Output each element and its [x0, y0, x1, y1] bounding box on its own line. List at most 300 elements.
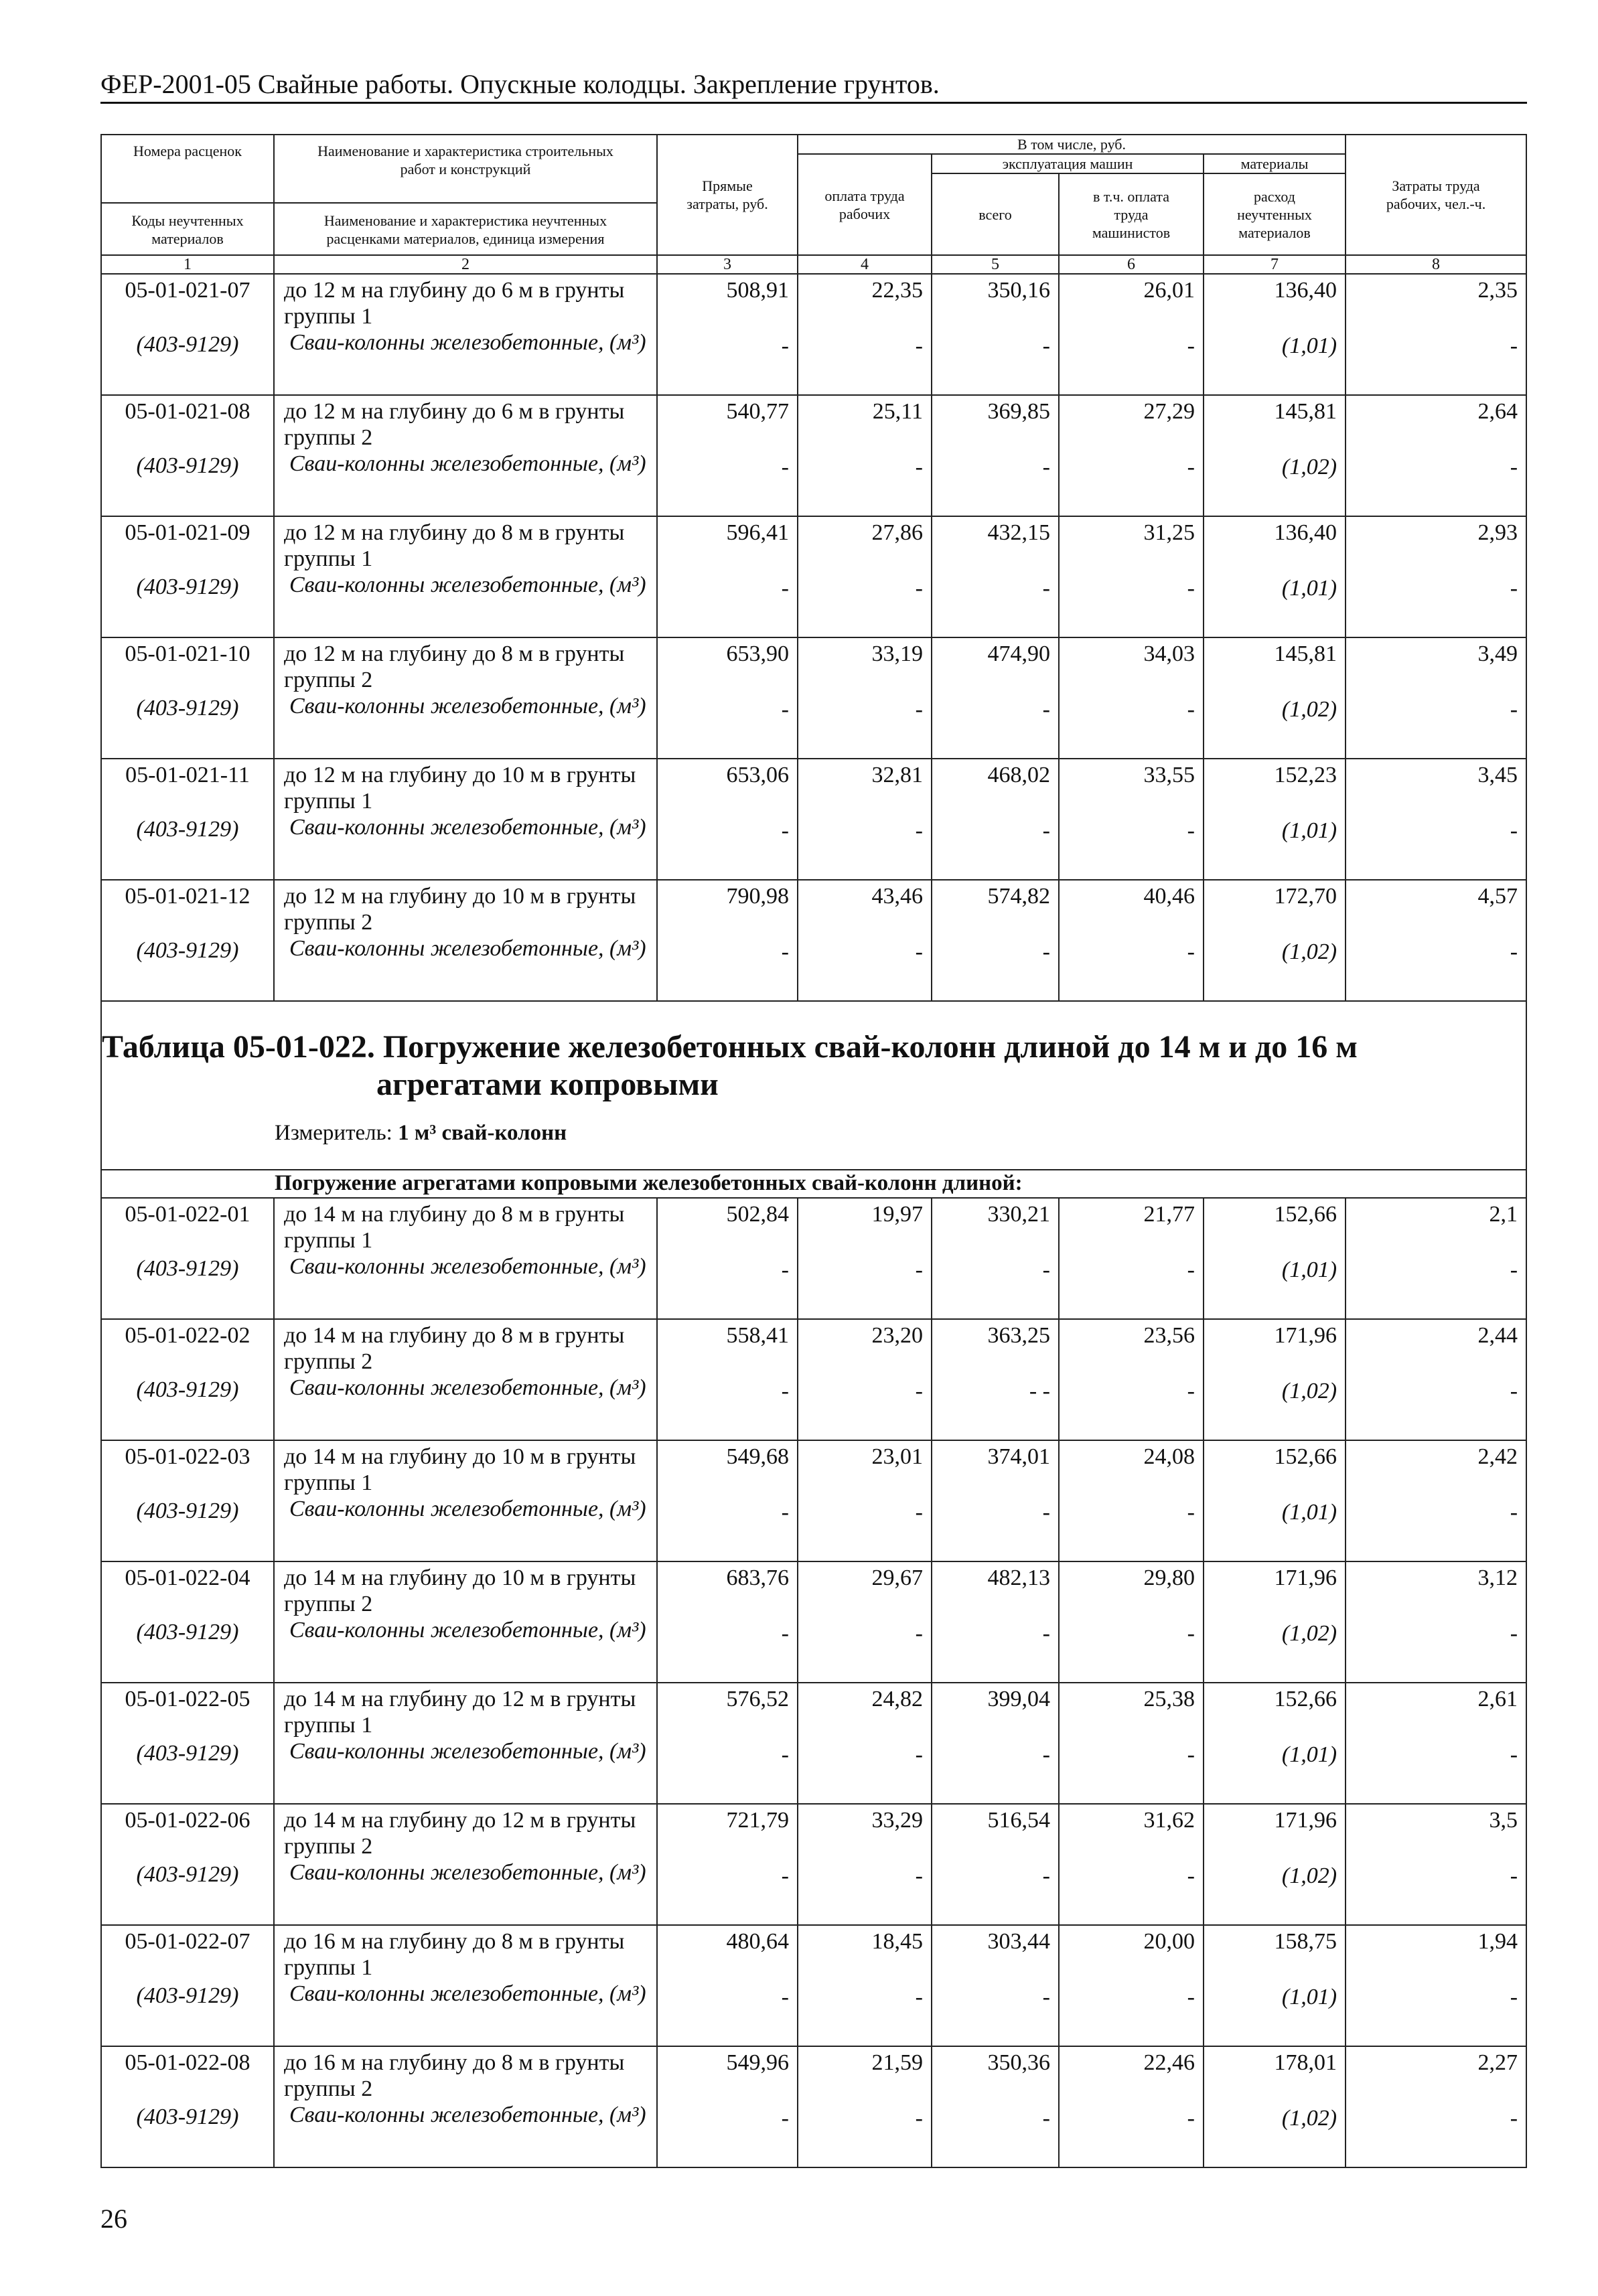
mach-wages-cell — [1059, 1683, 1204, 1804]
material-description: Сваи-колонны железобетонные, (м³) — [289, 815, 646, 840]
m-mach-value: - — [1187, 1257, 1195, 1282]
materials-cell — [1204, 1319, 1346, 1440]
materials-value: 152,66 — [1274, 1202, 1337, 1227]
rate-code: 05-01-022-05 — [125, 1687, 250, 1711]
m-total-value: - — [1042, 939, 1050, 964]
m-total-value: - — [1042, 1742, 1050, 1767]
m-mach-value: - — [1187, 939, 1195, 964]
labor-cell — [1346, 1804, 1526, 1925]
m-mat-value: (1,02) — [1281, 2106, 1337, 2131]
direct-cell — [657, 1440, 798, 1561]
table-row — [101, 274, 1526, 395]
col-header-machines: эксплуатация машин — [932, 154, 1204, 173]
mach-wages-value: 29,80 — [1143, 1565, 1195, 1590]
rate-code: 05-01-021-11 — [125, 763, 250, 787]
wages-cell — [798, 1198, 932, 1319]
m-wages-value: - — [915, 1863, 923, 1888]
mach-wages-value: 26,01 — [1143, 278, 1195, 303]
description-cell — [274, 1319, 657, 1440]
m-wages-value: - — [915, 1500, 923, 1525]
page-number: 26 — [100, 2204, 127, 2234]
materials-cell — [1204, 880, 1346, 1001]
mach-wages-cell — [1059, 516, 1204, 637]
m-total-value: - — [1042, 1863, 1050, 1888]
work-description: до 12 м на глубину до 8 м в грунты группы 2 — [284, 641, 625, 692]
table-row — [101, 516, 1526, 637]
wages-cell — [798, 1925, 932, 2046]
material-description: Сваи-колонны железобетонные, (м³) — [289, 1860, 646, 1885]
direct-value: 576,52 — [726, 1687, 789, 1711]
description-cell — [274, 2046, 657, 2167]
m-mat-value: (1,02) — [1281, 697, 1337, 722]
m-mat-value: (1,02) — [1281, 1863, 1337, 1888]
direct-value: 596,41 — [726, 520, 789, 545]
m-wages-value: - — [915, 1379, 923, 1403]
rate-code-cell — [101, 759, 274, 880]
labor-cell — [1346, 1440, 1526, 1561]
rate-code: 05-01-022-01 — [125, 1202, 250, 1227]
mach-wages-value: 24,08 — [1143, 1444, 1195, 1469]
work-description: до 12 м на глубину до 10 м в грунты группы 2 — [284, 884, 636, 935]
material-code: (403-9129) — [136, 1499, 239, 1523]
m-mach-value: - — [1187, 1742, 1195, 1767]
wages-cell — [798, 395, 932, 516]
m-total-value: - — [1042, 2106, 1050, 2131]
materials-value: 171,96 — [1274, 1808, 1337, 1833]
material-description: Сваи-колонны железобетонные, (м³) — [289, 1739, 646, 1764]
description-cell — [274, 1198, 657, 1319]
column-number: 8 — [1346, 255, 1526, 274]
wages-value: 32,81 — [871, 763, 923, 787]
total-cell — [932, 759, 1059, 880]
material-description: Сваи-колонны железобетонные, (м³) — [289, 572, 646, 597]
total-cell — [932, 1561, 1059, 1683]
total-value: 369,85 — [987, 399, 1050, 424]
column-number: 1 — [101, 255, 274, 274]
materials-cell — [1204, 516, 1346, 637]
material-code: (403-9129) — [136, 1983, 239, 2008]
mach-wages-value: 33,55 — [1143, 763, 1195, 787]
m-direct-value: - — [781, 1621, 789, 1646]
col-header-materials: материалы — [1204, 154, 1346, 173]
labor-cell — [1346, 516, 1526, 637]
material-code: (403-9129) — [136, 938, 239, 963]
rate-code-cell — [101, 1925, 274, 2046]
m-mat-value: (1,02) — [1281, 939, 1337, 964]
col-header-total: всего — [932, 173, 1059, 255]
mach-wages-value: 25,38 — [1143, 1687, 1195, 1711]
material-code: (403-9129) — [136, 1862, 239, 1887]
total-cell — [932, 516, 1059, 637]
m-direct-value: - — [781, 939, 789, 964]
labor-value: 2,61 — [1477, 1687, 1518, 1711]
col-header-codes: Номера расценок Коды неучтенных материалов — [101, 135, 274, 255]
total-value: 363,25 — [987, 1323, 1050, 1348]
materials-cell — [1204, 1683, 1346, 1804]
table-body-021 — [101, 274, 1526, 1001]
materials-cell — [1204, 274, 1346, 395]
m-mach-value: - — [1187, 697, 1195, 722]
m-labor-value: - — [1510, 1985, 1518, 2009]
wages-cell — [798, 2046, 932, 2167]
labor-cell — [1346, 395, 1526, 516]
labor-value: 2,64 — [1477, 399, 1518, 424]
materials-cell — [1204, 759, 1346, 880]
labor-cell — [1346, 1198, 1526, 1319]
description-cell — [274, 1440, 657, 1561]
rate-code-cell — [101, 880, 274, 1001]
m-wages-value: - — [915, 1257, 923, 1282]
labor-cell — [1346, 2046, 1526, 2167]
wages-cell — [798, 637, 932, 759]
labor-value: 2,93 — [1477, 520, 1518, 545]
material-code: (403-9129) — [136, 817, 239, 842]
m-direct-value: - — [781, 333, 789, 358]
m-total-value: - — [1042, 818, 1050, 843]
material-code: (403-9129) — [136, 1377, 239, 1402]
material-description: Сваи-колонны железобетонные, (м³) — [289, 451, 646, 476]
wages-cell — [798, 274, 932, 395]
m-mach-value: - — [1187, 1621, 1195, 1646]
mach-wages-cell — [1059, 1561, 1204, 1683]
rate-code-cell — [101, 1440, 274, 1561]
direct-cell — [657, 516, 798, 637]
work-description: до 14 м на глубину до 12 м в грунты группы 1 — [284, 1687, 636, 1738]
materials-value: 171,96 — [1274, 1323, 1337, 1348]
total-cell — [932, 1804, 1059, 1925]
m-mach-value: - — [1187, 818, 1195, 843]
table-title-line2: агрегатами копровыми — [376, 1067, 719, 1102]
m-mach-value: - — [1187, 333, 1195, 358]
wages-value: 33,19 — [871, 641, 923, 666]
labor-value: 2,42 — [1477, 1444, 1518, 1469]
m-mat-value: (1,01) — [1281, 1500, 1337, 1525]
m-mach-value: - — [1187, 1500, 1195, 1525]
labor-value: 3,49 — [1477, 641, 1518, 666]
wages-cell — [798, 1804, 932, 1925]
m-labor-value: - — [1510, 576, 1518, 601]
page-header: ФЕР-2001-05 Свайные работы. Опускные колодцы. Закрепление грунтов. — [100, 68, 1527, 104]
materials-cell — [1204, 1925, 1346, 2046]
m-wages-value: - — [915, 576, 923, 601]
materials-value: 145,81 — [1274, 399, 1337, 424]
m-labor-value: - — [1510, 1379, 1518, 1403]
m-direct-value: - — [781, 1257, 789, 1282]
material-description: Сваи-колонны железобетонные, (м³) — [289, 1254, 646, 1279]
table-row — [101, 1561, 1526, 1683]
rate-code: 05-01-022-03 — [125, 1444, 250, 1469]
mach-wages-cell — [1059, 1925, 1204, 2046]
mach-wages-cell — [1059, 759, 1204, 880]
table-row — [101, 637, 1526, 759]
mach-wages-cell — [1059, 1198, 1204, 1319]
materials-value: 145,81 — [1274, 641, 1337, 666]
wages-cell — [798, 880, 932, 1001]
m-mat-value: (1,02) — [1281, 455, 1337, 479]
m-mat-value: (1,01) — [1281, 818, 1337, 843]
col-header-incl: В том числе, руб. — [798, 135, 1346, 154]
mach-wages-cell — [1059, 1319, 1204, 1440]
table-row — [101, 1683, 1526, 1804]
work-description: до 16 м на глубину до 8 м в грунты группы 1 — [284, 1929, 625, 1980]
material-code: (403-9129) — [136, 696, 239, 720]
materials-value: 136,40 — [1274, 278, 1337, 303]
m-labor-value: - — [1510, 1500, 1518, 1525]
labor-value: 3,12 — [1477, 1565, 1518, 1590]
materials-cell — [1204, 395, 1346, 516]
direct-value: 653,06 — [726, 763, 789, 787]
material-code: (403-9129) — [136, 453, 239, 478]
m-labor-value: - — [1510, 697, 1518, 722]
m-total-value: - — [1042, 1621, 1050, 1646]
mach-wages-value: 34,03 — [1143, 641, 1195, 666]
col-header-direct: Прямые затраты, руб. — [657, 135, 798, 255]
col-header-names: Наименование и характеристика строительных работ и конструкций Наименование и характеристика неучтенных расценками материалов, единица измерения — [274, 135, 657, 255]
mach-wages-value: 22,46 — [1143, 2050, 1195, 2075]
rate-code: 05-01-021-10 — [125, 641, 250, 666]
m-mat-value: (1,01) — [1281, 576, 1337, 601]
wages-value: 23,01 — [871, 1444, 923, 1469]
work-description: до 14 м на глубину до 8 м в грунты группы 1 — [284, 1202, 625, 1253]
m-mach-value: - — [1187, 1379, 1195, 1403]
labor-cell — [1346, 1683, 1526, 1804]
table-row — [101, 759, 1526, 880]
m-total-value: - — [1042, 1500, 1050, 1525]
rate-code: 05-01-022-04 — [125, 1565, 250, 1590]
materials-value: 158,75 — [1274, 1929, 1337, 1954]
rate-code: 05-01-021-09 — [125, 520, 250, 545]
table-title — [102, 1028, 1526, 1103]
wages-cell — [798, 516, 932, 637]
m-labor-value: - — [1510, 939, 1518, 964]
description-cell — [274, 1561, 657, 1683]
m-mat-value: (1,01) — [1281, 1742, 1337, 1767]
meter-line — [275, 1120, 1526, 1146]
direct-cell — [657, 395, 798, 516]
table-row — [101, 1804, 1526, 1925]
m-total-value: - — [1042, 333, 1050, 358]
work-description: до 12 м на глубину до 8 м в грунты группы 1 — [284, 520, 625, 571]
direct-cell — [657, 1319, 798, 1440]
m-total-value: - — [1042, 576, 1050, 601]
labor-value: 2,27 — [1477, 2050, 1518, 2075]
rate-code-cell — [101, 1683, 274, 1804]
material-code: (403-9129) — [136, 575, 239, 599]
wages-value: 24,82 — [871, 1687, 923, 1711]
m-direct-value: - — [781, 818, 789, 843]
labor-cell — [1346, 880, 1526, 1001]
work-description: до 14 м на глубину до 8 м в грунты группы 2 — [284, 1323, 625, 1374]
rate-code: 05-01-022-08 — [125, 2050, 250, 2075]
rate-code: 05-01-022-07 — [125, 1929, 250, 1954]
direct-cell — [657, 759, 798, 880]
m-wages-value: - — [915, 697, 923, 722]
material-code: (403-9129) — [136, 1741, 239, 1766]
total-cell — [932, 880, 1059, 1001]
work-description: до 12 м на глубину до 6 м в грунты группы 1 — [284, 278, 625, 329]
m-labor-value: - — [1510, 1742, 1518, 1767]
meter-value: 1 м³ свай-колонн — [398, 1121, 567, 1145]
mach-wages-cell — [1059, 1440, 1204, 1561]
rate-code-cell — [101, 1319, 274, 1440]
column-number: 3 — [657, 255, 798, 274]
mach-wages-cell — [1059, 274, 1204, 395]
labor-cell — [1346, 759, 1526, 880]
direct-cell — [657, 274, 798, 395]
wages-cell — [798, 1319, 932, 1440]
table-row — [101, 2046, 1526, 2167]
m-labor-value: - — [1510, 1863, 1518, 1888]
labor-cell — [1346, 274, 1526, 395]
table-row — [101, 1198, 1526, 1319]
rate-code: 05-01-022-02 — [125, 1323, 250, 1348]
m-mat-value: (1,02) — [1281, 1621, 1337, 1646]
description-cell — [274, 1683, 657, 1804]
work-description: до 14 м на глубину до 10 м в грунты группы 1 — [284, 1444, 636, 1495]
rate-code-cell — [101, 1198, 274, 1319]
section-subheader: Погружение агрегатами копровыми железобетонных свай-колонн длиной: — [101, 1170, 1526, 1198]
labor-value: 3,45 — [1477, 763, 1518, 787]
wages-cell — [798, 759, 932, 880]
table-row — [101, 1319, 1526, 1440]
m-total-value: - — [1042, 697, 1050, 722]
description-cell — [274, 1804, 657, 1925]
description-cell — [274, 759, 657, 880]
total-cell — [932, 395, 1059, 516]
m-labor-value: - — [1510, 333, 1518, 358]
wages-value: 23,20 — [871, 1323, 923, 1348]
total-cell — [932, 2046, 1059, 2167]
total-cell — [932, 274, 1059, 395]
m-total-value: - — [1042, 1257, 1050, 1282]
col-header-mach-wages: в т.ч. оплата труда машинистов — [1059, 173, 1204, 255]
m-direct-value: - — [781, 1863, 789, 1888]
mach-wages-cell — [1059, 395, 1204, 516]
m-labor-value: - — [1510, 1621, 1518, 1646]
labor-cell — [1346, 637, 1526, 759]
total-value: 516,54 — [987, 1808, 1050, 1833]
rate-code-cell — [101, 637, 274, 759]
materials-value: 171,96 — [1274, 1565, 1337, 1590]
col-header-labor: Затраты труда рабочих, чел.-ч. — [1346, 135, 1526, 255]
mach-wages-value: 23,56 — [1143, 1323, 1195, 1348]
wages-cell — [798, 1561, 932, 1683]
table-row — [101, 880, 1526, 1001]
m-mat-value: (1,01) — [1281, 333, 1337, 358]
total-value: 399,04 — [987, 1687, 1050, 1711]
meter-label: Измеритель: — [275, 1121, 392, 1145]
m-labor-value: - — [1510, 2106, 1518, 2131]
total-cell — [932, 1319, 1059, 1440]
m-wages-value: - — [915, 939, 923, 964]
m-wages-value: - — [915, 1621, 923, 1646]
total-value: 350,16 — [987, 278, 1050, 303]
wages-value: 19,97 — [871, 1202, 923, 1227]
material-code: (403-9129) — [136, 332, 239, 357]
wages-cell — [798, 1683, 932, 1804]
materials-cell — [1204, 1440, 1346, 1561]
mach-wages-value: 31,62 — [1143, 1808, 1195, 1833]
labor-cell — [1346, 1561, 1526, 1683]
materials-value: 136,40 — [1274, 520, 1337, 545]
m-mach-value: - — [1187, 2106, 1195, 2131]
m-mat-value: (1,01) — [1281, 1985, 1337, 2009]
m-direct-value: - — [781, 1500, 789, 1525]
material-description: Сваи-колонны железобетонные, (м³) — [289, 1618, 646, 1642]
m-wages-value: - — [915, 333, 923, 358]
work-description: до 16 м на глубину до 8 м в грунты группы 2 — [284, 2050, 625, 2101]
rates-table — [100, 134, 1527, 2168]
m-labor-value: - — [1510, 455, 1518, 479]
m-direct-value: - — [781, 2106, 789, 2131]
material-description: Сваи-колонны железобетонные, (м³) — [289, 694, 646, 718]
wages-value: 43,46 — [871, 884, 923, 909]
direct-value: 721,79 — [726, 1808, 789, 1833]
total-value: 330,21 — [987, 1202, 1050, 1227]
direct-cell — [657, 1683, 798, 1804]
column-number: 4 — [798, 255, 932, 274]
direct-cell — [657, 1561, 798, 1683]
direct-cell — [657, 1925, 798, 2046]
description-cell — [274, 274, 657, 395]
direct-value: 540,77 — [726, 399, 789, 424]
direct-value: 653,90 — [726, 641, 789, 666]
m-wages-value: - — [915, 1742, 923, 1767]
total-value: 374,01 — [987, 1444, 1050, 1469]
labor-value: 1,94 — [1477, 1929, 1518, 1954]
material-description: Сваи-колонны железобетонные, (м³) — [289, 936, 646, 961]
work-description: до 12 м на глубину до 10 м в грунты группы 1 — [284, 763, 636, 814]
materials-value: 152,66 — [1274, 1444, 1337, 1469]
table-row — [101, 1925, 1526, 2046]
m-total-value: - - — [1029, 1379, 1050, 1403]
m-wages-value: - — [915, 818, 923, 843]
col-header-wages: оплата труда рабочих — [798, 154, 932, 255]
materials-cell — [1204, 2046, 1346, 2167]
materials-value: 152,23 — [1274, 763, 1337, 787]
direct-value: 683,76 — [726, 1565, 789, 1590]
wages-value: 18,45 — [871, 1929, 923, 1954]
materials-cell — [1204, 1804, 1346, 1925]
m-wages-value: - — [915, 455, 923, 479]
wages-cell — [798, 1440, 932, 1561]
m-direct-value: - — [781, 455, 789, 479]
mach-wages-value: 27,29 — [1143, 399, 1195, 424]
direct-cell — [657, 637, 798, 759]
description-cell — [274, 516, 657, 637]
labor-value: 4,57 — [1477, 884, 1518, 909]
materials-cell — [1204, 1561, 1346, 1683]
description-cell — [274, 395, 657, 516]
description-cell — [274, 1925, 657, 2046]
total-value: 303,44 — [987, 1929, 1050, 1954]
material-code: (403-9129) — [136, 2104, 239, 2129]
m-total-value: - — [1042, 455, 1050, 479]
m-total-value: - — [1042, 1985, 1050, 2009]
m-direct-value: - — [781, 1985, 789, 2009]
material-description: Сваи-колонны железобетонные, (м³) — [289, 1497, 646, 1521]
column-number: 6 — [1059, 255, 1204, 274]
total-value: 432,15 — [987, 520, 1050, 545]
materials-value: 152,66 — [1274, 1687, 1337, 1711]
work-description: до 14 м на глубину до 10 м в грунты группы 2 — [284, 1565, 636, 1616]
labor-value: 2,35 — [1477, 278, 1518, 303]
m-wages-value: - — [915, 2106, 923, 2131]
material-description: Сваи-колонны железобетонные, (м³) — [289, 330, 646, 355]
total-value: 474,90 — [987, 641, 1050, 666]
total-cell — [932, 1683, 1059, 1804]
table-row — [101, 395, 1526, 516]
